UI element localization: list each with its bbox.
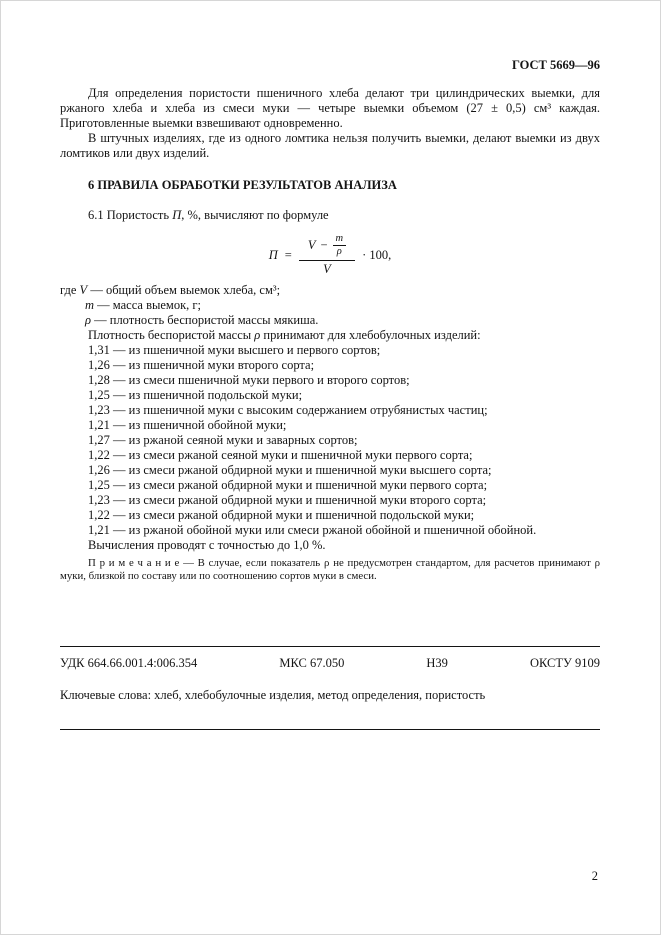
- footer-top-rule: [60, 646, 600, 647]
- formula-multiplier: · 100,: [362, 247, 392, 262]
- formula-denominator: [323, 261, 331, 277]
- clause-text-suffix: , %, вычисляют по формуле: [181, 208, 329, 222]
- density-item: 1,22 — из смеси ржаной обдирной муки и пшеничной подольской муки;: [88, 508, 475, 522]
- density-item: 1,23 — из смеси ржаной обдирной муки и пшеничной муки второго сорта;: [88, 493, 487, 507]
- volume-symbol: V: [307, 238, 316, 252]
- udk-code: УДК 664.66.001.4:006.354: [60, 656, 198, 670]
- density-item: 1,23 — из пшеничной муки с высоким содержанием отрубянистых частиц;: [88, 403, 488, 417]
- density-intro-symbol: ρ: [254, 328, 261, 342]
- density-values-list: [60, 343, 600, 538]
- legend-lead: где: [60, 283, 80, 297]
- legend-density-symbol: ρ: [85, 313, 91, 327]
- legend-line-mass: [60, 298, 600, 313]
- okstu-code: ОКСТУ 9109: [529, 656, 600, 670]
- paragraph-sampling-1: Для определения пористости пшеничного хлеба делают три цилиндрических выемки, для ржаного хлеба и хлеба из смеси муки — четыре выемки объемом (27 ± 0,5) см³ каждая. Приготовленные выемки взвешивают одновременно.: [60, 86, 600, 130]
- density-item: 1,25 — из пшеничной подольской муки;: [88, 388, 303, 402]
- formula-lhs: П: [268, 247, 278, 262]
- paragraph-sampling-2: В штучных изделиях, где из одного ломтика нельзя получить выемки, делают выемки из двух ломтиков или двух изделий.: [60, 131, 600, 160]
- volume-symbol-denominator: V: [323, 262, 331, 276]
- density-item: 1,21 — из ржаной обойной муки или смеси ржаной обойной и пшеничной обойной.: [88, 523, 537, 537]
- legend-mass-symbol: m: [85, 298, 95, 312]
- legend-mass-text: — масса выемок, г;: [94, 298, 202, 312]
- footer-bottom-rule: [60, 729, 600, 730]
- section-heading: 6 ПРАВИЛА ОБРАБОТКИ РЕЗУЛЬТАТОВ АНАЛИЗА: [88, 178, 397, 192]
- density-item: 1,31 — из пшеничной муки высшего и первого сортов;: [88, 343, 381, 357]
- formula-legend: [60, 283, 600, 328]
- formula-numerator: [299, 233, 355, 261]
- footer-block: [60, 646, 600, 730]
- legend-density-text: — плотность беспористой массы мякиша.: [91, 313, 319, 327]
- calculation-precision-line: Вычисления проводят с точностью до 1,0 %.: [88, 538, 326, 552]
- clause-6-1: [60, 208, 600, 223]
- minus-sign: −: [320, 238, 328, 252]
- density-item: 1,21 — из пшеничной обойной муки;: [88, 418, 287, 432]
- legend-line-volume: [60, 283, 600, 298]
- doc-number: ГОСТ 5669—96: [511, 58, 600, 72]
- legend-volume-text: — общий объем выемок хлеба, см³;: [87, 283, 281, 297]
- porosity-formula: [60, 233, 600, 277]
- density-item: 1,27 — из ржаной сеяной муки и заварных сортов;: [88, 433, 358, 447]
- n39-code: Н39: [426, 656, 448, 670]
- porosity-symbol: П: [172, 208, 182, 222]
- density-intro-suffix: принимают для хлебобулочных изделий:: [260, 328, 481, 342]
- classification-row: [60, 656, 600, 671]
- note-paragraph: П р и м е ч а н и е — В случае, если показатель ρ не предусмотрен стандартом, для расчетов принимают ρ муки, близкой по составу или по соотношению сортов муки в смеси.: [60, 557, 600, 583]
- formula-main-fraction: [299, 233, 355, 277]
- mass-symbol: m: [333, 233, 347, 246]
- legend-volume-symbol: V: [79, 283, 88, 297]
- density-item: 1,25 — из смеси ржаной обдирной муки и пшеничной муки первого сорта;: [88, 478, 488, 492]
- mks-code: МКС 67.050: [279, 656, 345, 670]
- legend-line-density: [60, 313, 600, 328]
- density-item: 1,22 — из смеси ржаной сеяной муки и пшеничной муки первого сорта;: [88, 448, 473, 462]
- keywords-line: Ключевые слова: хлеб, хлебобулочные изделия, метод определения, пористость: [60, 688, 486, 702]
- density-intro-prefix: Плотность беспористой массы: [88, 328, 255, 342]
- clause-text-prefix: 6.1 Пористость: [88, 208, 173, 222]
- formula-inner-fraction: [333, 233, 347, 258]
- density-item: 1,26 — из смеси ржаной обдирной муки и пшеничной муки высшего сорта;: [88, 463, 492, 477]
- formula-equals: =: [284, 247, 292, 262]
- density-item: 1,26 — из пшеничной муки второго сорта;: [88, 358, 315, 372]
- page-number: 2: [591, 869, 598, 883]
- density-symbol: ρ: [336, 246, 342, 257]
- density-item: 1,28 — из смеси пшеничной муки первого и второго сортов;: [88, 373, 410, 387]
- density-intro-line: [60, 328, 600, 343]
